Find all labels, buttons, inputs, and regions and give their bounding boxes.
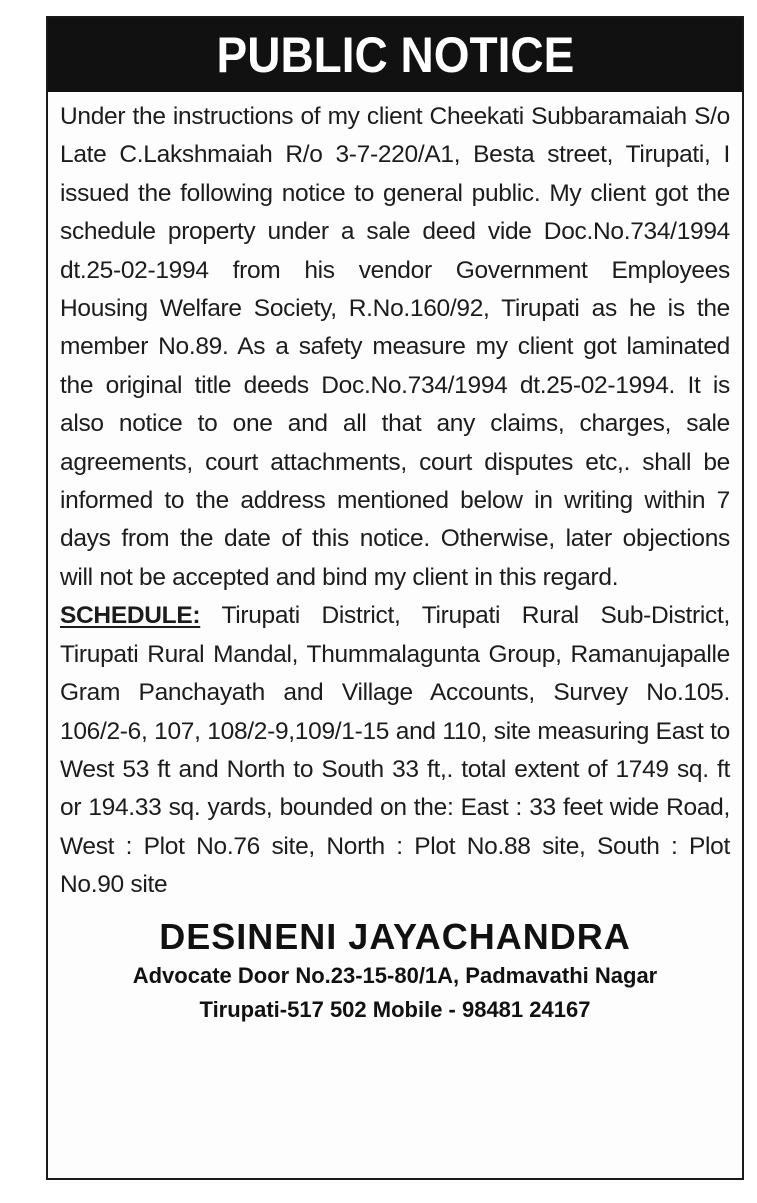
schedule-text: Tirupati District, Tirupati Rural Sub-District, Tirupati Rural Mandal, Thummalagunta Group, Ramanujapalle Gram Panchayath and Village Accounts, Survey No.105. 106/2-6, 107, 108/2-9,109/1-15 and 110, site measuring East to West 53 ft and North to South 33 ft,. total extent of 1749 sq. ft or 194.33 sq. yards, bounded on the: East : 33 feet wide Road, West : Plot No.76 site, North : Plot No.88 site, South : Plot No.90 site bbox=[60, 602, 730, 899]
notice-title: PUBLIC NOTICE bbox=[216, 27, 574, 83]
advocate-address-line2: Tirupati-517 502 Mobile - 98481 24167 bbox=[199, 996, 591, 1022]
advocate-address-line1: Advocate Door No.23-15-80/1A, Padmavathi Nagar bbox=[132, 962, 658, 988]
advocate-name: DESINENI JAYACHANDRA bbox=[159, 915, 631, 957]
title-bar bbox=[48, 18, 742, 92]
notice-paragraph: Under the instructions of my client Cheekati Subbaramaiah S/o Late C.Lakshmaiah R/o 3-7-220/A1, Besta street, Tirupati, I issued the following notice to general public. My client got the schedule property under a sale deed vide Doc.No.734/1994 dt.25-02-1994 from his vendor Government Employees Housing Welfare Society, R.No.160/92, Tirupati as he is the member No.89. As a safety measure my client got laminated the original title deeds Doc.No.734/1994 dt.25-02-1994. It is also notice to one and all that any claims, charges, sale agreements, court attachments, court disputes etc,. shall be informed to the address mentioned below in writing within 7 days from the date of this notice. Otherwise, later objections will not be accepted and bind my client in this regard. bbox=[60, 103, 730, 591]
notice-body bbox=[48, 92, 742, 905]
schedule-paragraph bbox=[60, 597, 730, 904]
signature-block bbox=[48, 915, 742, 1027]
schedule-label: SCHEDULE: bbox=[60, 602, 201, 630]
public-notice bbox=[46, 16, 744, 1180]
